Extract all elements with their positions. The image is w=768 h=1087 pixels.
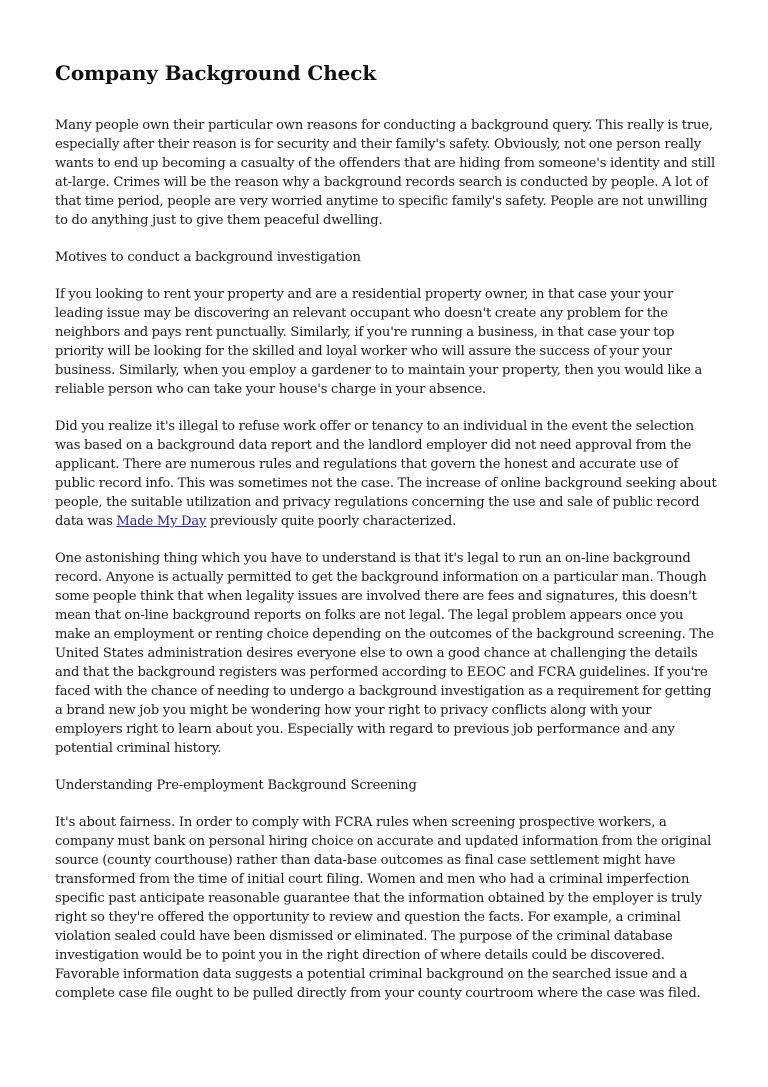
online-records-paragraph: One astonishing thing which you have to understand is that it's legal to run an on-line background record. Anyone is actually permitted to get the background information on a particular man. Though some people think that when legality issues are involved there are fees and signatures, this doesn't mean that on-line background reports on folks are not legal. The legal problem appears once you make an employment or renting choice depending on the outcomes of the background screening. The United States administration desires everyone else to own a good chance at challenging the details and that the background registers was performed according to EEOC and FCRA guidelines. If you're faced with the chance of needing to undergo a background investigation as a requirement for getting a brand new job you might be wondering how your right to privacy conflicts along with your employers right to learn about you. Especially with regard to previous job performance and any potential criminal history.: [55, 551, 714, 756]
section-heading-pre-employment: Understanding Pre-employment Background Screening: [55, 778, 417, 793]
section-heading-motives: Motives to conduct a background investigation: [55, 250, 361, 265]
made-my-day-link[interactable]: Made My Day: [116, 514, 207, 529]
legality-text-after: previously quite poorly characterized.: [206, 514, 457, 529]
legality-paragraph: [55, 417, 717, 531]
intro-paragraph: Many people own their particular own reasons for conducting a background query. This really is true, especially after their reason is for security and their family's safety. Obviously, not one person really wants to end up becoming a casualty of the offenders that are hiding from someone's identity and still at-large. Crimes will be the reason why a background records search is conducted by people. A lot of that time period, people are very worried anytime to specific family's safety. People are not unwilling to do anything just to give them peaceful dwelling.: [55, 118, 716, 228]
fairness-paragraph: It's about fairness. In order to comply with FCRA rules when screening prospective workers, a company must bank on personal hiring choice on accurate and updated information from the original source (county courthouse) rather than data-base outcomes as final case settlement might have transformed from the time of initial court filing. Women and men who had a criminal imperfection specific past anticipate reasonable guarantee that the information obtained by the employer is truly right so they're offered the opportunity to review and question the facts. For example, a criminal violation sealed could have been dismissed or eliminated. The purpose of the criminal database investigation would be to point you in the right direction of where details could be discovered. Favorable information data suggests a potential criminal background on the searched issue and a complete case file ought to be pulled directly from your county courtroom where the case was filed.: [55, 815, 712, 1001]
legality-text-before: Did you realize it's illegal to refuse work offer or tenancy to an individual in the event the selection was based on a background data report and the landlord employer did not need approval from the applicant. There are numerous rules and regulations that govern the honest and accurate use of public record info. This was sometimes not the case. The increase of online background seeking about people, the suitable utilization and privacy regulations concerning the use and sale of public record data was: [55, 419, 717, 529]
document-title: Company Background Check: [55, 61, 377, 85]
motives-paragraph: If you looking to rent your property and are a residential property owner, in that case your your leading issue may be discovering an relevant occupant who doesn't create any problem for the neighbors and pays rent punctually. Similarly, if you're running a business, in that case your top priority will be looking for the skilled and loyal worker who will assure the success of your your business. Similarly, when you employ a gardener to to maintain your property, then you would like a reliable person who can take your house's charge in your absence.: [55, 287, 703, 397]
document-page: [55, 58, 717, 1021]
